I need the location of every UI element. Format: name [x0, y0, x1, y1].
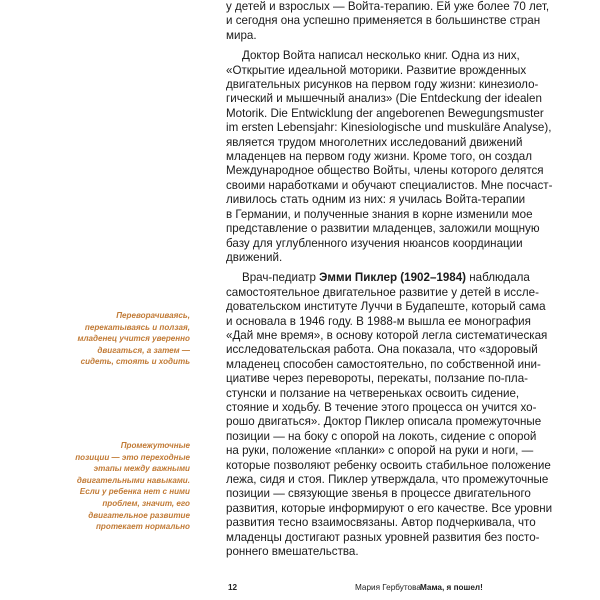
text-line: роннего вмешательства.	[226, 545, 359, 559]
sidenote-line: двигаться, а затем —	[97, 345, 190, 355]
text-line: движений.	[226, 250, 283, 264]
text-line: и сегодня она успешно применяется в большинстве стран	[226, 14, 541, 28]
sidenote-line: двигательное развитие	[88, 510, 190, 520]
text-line: циативе через перевороты, перекаты, ползание по-пла-	[226, 372, 528, 386]
text-line: рошо двигаться». Доктор Пиклер описала промежуточные	[226, 415, 542, 429]
text-line: Motorik. Die Entwicklung der angeborenen Bewegungsmuster	[226, 106, 544, 120]
text-line: позиции — связующие звенья в процессе двигательного	[226, 487, 531, 501]
sidenote-line: Если у ребенка нет с ними	[79, 487, 190, 497]
sidenote-line: этапы между важными	[93, 464, 190, 474]
sidenote-line: Промежуточные	[120, 441, 190, 450]
page-number: 12	[228, 583, 238, 592]
text-line: «Открытие идеальной моторики. Развитие врожденных	[226, 63, 527, 77]
text-line: позиции — на боку с опорой на локоть, сидение с опорой	[226, 429, 537, 443]
text-line: и основала в 1946 году. В 1988-м вышла ее монография	[226, 314, 531, 328]
text-line: в Германии, и полученные знания в корне изменили мое	[226, 207, 533, 221]
sidenote-2	[0, 440, 190, 533]
sidenote-line: перекатываясь и ползая,	[84, 322, 190, 332]
text-line: развития, которые информируют о его качестве. Все уровни	[226, 501, 553, 515]
paragraph-2	[226, 49, 553, 265]
person-name-bold: Эмми Пиклер (1902–1984)	[319, 271, 467, 285]
text-line: довательском институте Луччи в Будапеште, который сама	[226, 300, 546, 314]
text-line: своими наработками и обучают специалистов. Мне посчаст-	[226, 178, 553, 192]
text-line: базу для углубленного изучения нюансов координации	[226, 236, 523, 250]
text-line: у детей и взрослых — Войта-терапию. Ей уже более 70 лет,	[226, 0, 550, 13]
text-line: im ersten Lebensjahr: Kinesiologische und muskuläre Analyse),	[226, 121, 552, 135]
text-line: двигательных рисунков на первом году жизни: кинезиоло-	[226, 78, 539, 92]
text-line: стунски и ползание на четвереньках освоить сидение,	[226, 386, 520, 400]
text-line: младенцев на первом году жизни. Кроме того, он создал	[226, 150, 533, 164]
main-text-column	[226, 0, 553, 559]
sidenote-line: протекает нормально	[95, 522, 190, 532]
text-line: «Дай мне время», в основу которой легла систематическая	[226, 328, 548, 342]
text-line: развития тесно взаимосвязаны. Автор подчеркивала, что	[226, 516, 536, 530]
sidenote-1	[0, 310, 190, 368]
text-line: младенец способен самостоятельно, по собственной ини-	[226, 357, 541, 371]
paragraph-3	[226, 271, 553, 559]
text-fragment: наблюдала	[466, 271, 530, 285]
text-line: младенцы достигают разных уровней развития без посто-	[226, 530, 540, 544]
sidenote-line: позиции — это переходные	[75, 452, 190, 462]
text-line: стояние и ходьбу. В течение этого процесса он учится хо-	[226, 400, 537, 414]
text-line: на руки, положение «планки» с опорой на руки и ноги, —	[226, 444, 534, 458]
book-title: Мама, я пошел!	[420, 583, 483, 592]
text-line: гический и мышечный анализ» (Die Entdeckung der idealen	[226, 92, 542, 106]
text-line: самостоятельное двигательное развитие у детей в иссле-	[226, 285, 539, 299]
text-line: ливилось стать одним из них: я училась Войта-терапии	[226, 193, 526, 207]
author-name: Мария Гербутова	[355, 583, 421, 592]
text-line: Международное общество Войты, члены которого делятся	[226, 164, 544, 178]
text-line: мира.	[226, 28, 257, 42]
text-line: является трудом многолетних исследований движений	[226, 135, 523, 149]
paragraph-1	[226, 0, 550, 43]
text-line: исследовательская работа. Она показала, что «здоровый	[226, 343, 538, 357]
sidenote-line: Переворачиваясь,	[116, 311, 190, 320]
text-line: Доктор Войта написал несколько книг. Одна из них,	[242, 49, 520, 63]
text-line	[226, 271, 530, 285]
sidenote-line: двигательными навыками.	[76, 475, 190, 485]
text-fragment: Врач-педиатр	[242, 271, 320, 285]
text-line: представление о развитии младенцев, заложили мощную	[226, 222, 540, 236]
text-line: которые позволяют ребенку освоить стабильное положение	[226, 458, 551, 472]
sidenote-line: проблем, значит, его	[102, 498, 190, 508]
sidenote-line: сидеть, стоять и ходить	[80, 357, 190, 367]
text-line: лежа, сидя и стоя. Пиклер утверждала, что промежуточные	[226, 473, 549, 486]
sidenote-line: младенец учится уверенно	[77, 334, 190, 344]
